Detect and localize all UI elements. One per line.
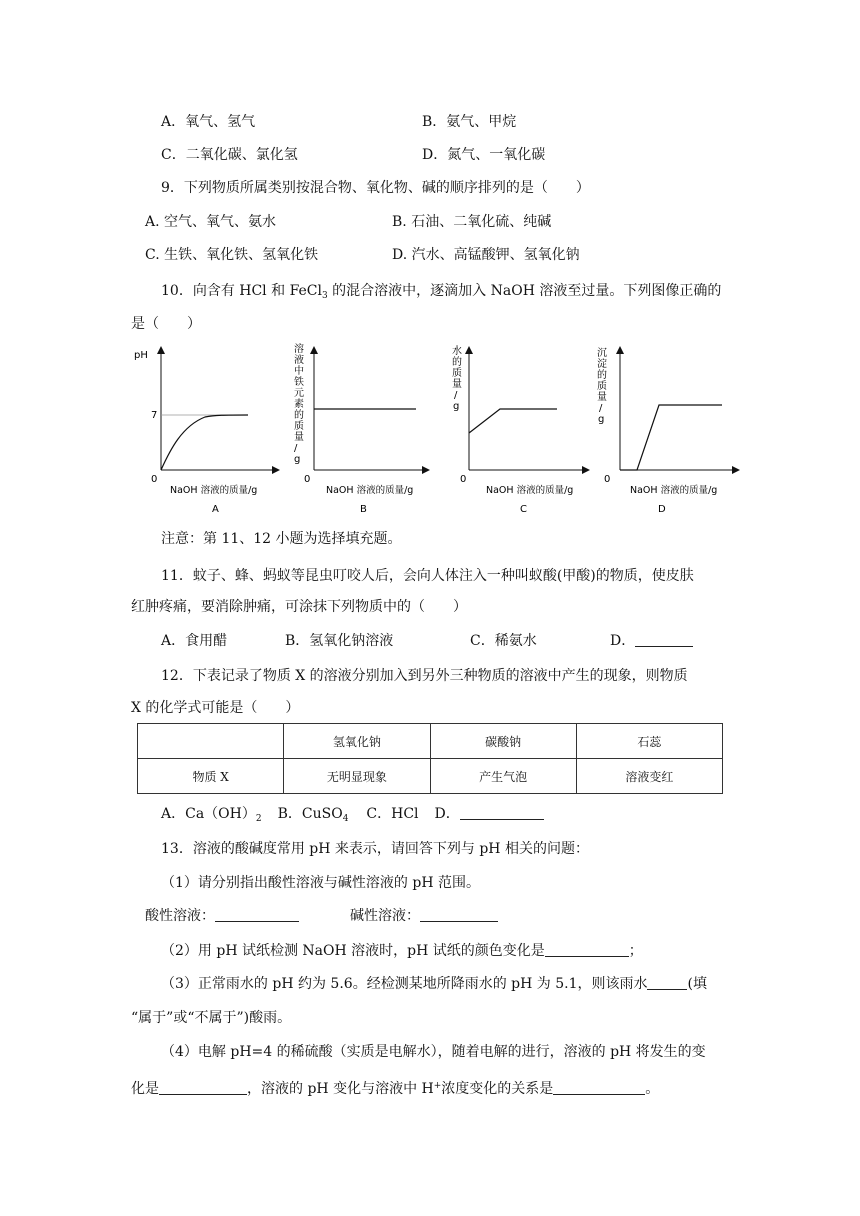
q8-option-d: D．氮气、一氧化碳: [422, 147, 546, 163]
graph-c-y-label: 水的质量/ g: [452, 346, 462, 412]
graph-d-y-label: 沉淀的质量/ g: [597, 348, 607, 425]
graph-c: [440, 342, 590, 517]
q12-stem-line1: 12．下表记录了物质 X 的溶液分别加入到另外三种物质的溶液中产生的现象，则物质: [161, 668, 688, 684]
q12-answer-blank[interactable]: [460, 805, 544, 820]
graph-a-letter: A: [212, 504, 219, 515]
q11-option-c: C．稀氨水: [470, 633, 537, 649]
q11-stem-line2: 红肿疼痛，要消除肿痛，可涂抹下列物质中的（ ）: [131, 599, 467, 615]
q13-part2: （2）用 pH 试纸检测 NaOH 溶液时，pH 试纸的颜色变化是 ；: [161, 943, 643, 959]
graph-d-x-label: NaOH 溶液的质量/g: [630, 485, 718, 496]
q8-option-a: A．氧气、氢气: [161, 114, 256, 130]
q13-part3: （3）正常雨水的 pH 约为 5.6。经检测某地所降雨水的 pH 为 5.1，则该雨水 (填: [161, 976, 707, 992]
q13-part4-line2: 化是 ，溶液的 pH 变化与溶液中 H+浓度变化的关系是 。: [131, 1081, 660, 1097]
graph-a-curve: [161, 415, 248, 470]
table-row: [138, 759, 723, 794]
q9-option-c: C. 生铁、氧化铁、氢氧化铁: [145, 247, 319, 263]
q13-part3-line2: “属于”或“不属于”)酸雨。: [131, 1010, 292, 1026]
graph-d: [590, 342, 740, 517]
q10-stem: 10．向含有 HCl 和 FeCl$_3$ 的混合溶液中，逐滴加入 NaOH 溶液至过量。下列图像正确的: [161, 283, 722, 301]
table-cell: 溶液变红: [576, 759, 722, 794]
graph-b-x-label: NaOH 溶液的质量/g: [326, 485, 414, 496]
q11-option-b: B．氢氧化钠溶液: [285, 633, 394, 649]
graph-c-letter: C: [520, 504, 527, 515]
graph-a-tick-7: 7: [151, 410, 158, 421]
graph-c-origin: 0: [460, 474, 467, 485]
table-header-row: [138, 724, 723, 759]
q13-part1: （1）请分别指出酸性溶液与碱性溶液的 pH 范围。: [161, 875, 480, 891]
graph-b: [280, 342, 430, 517]
q8-option-c: C．二氧化碳、氯化氢: [161, 147, 298, 163]
q11-answer-blank[interactable]: [635, 632, 693, 647]
graph-b-y-label: 溶液中铁元素的质量/ g: [294, 344, 304, 465]
q12-stem-line2: X 的化学式可能是（ ）: [131, 700, 300, 716]
graph-c-x-label: NaOH 溶液的质量/g: [486, 485, 574, 496]
q9-stem: 9．下列物质所属类别按混合物、氧化物、碱的顺序排列的是（ ）: [161, 180, 590, 196]
q11-option-a: A．食用醋: [161, 633, 228, 649]
q12-options: [161, 805, 544, 828]
q13-stem: 13．溶液的酸碱度常用 pH 来表示，请回答下列与 pH 相关的问题：: [161, 841, 589, 857]
q9-option-d: D. 汽水、高锰酸钾、氢氧化钠: [392, 247, 580, 263]
graph-d-letter: D: [658, 504, 666, 515]
note: 注意：第 11、12 小题为选择填充题。: [161, 531, 402, 547]
table-cell: 石蕊: [576, 724, 722, 759]
graph-d-origin: 0: [604, 474, 611, 485]
q12-option-d: D．: [435, 806, 544, 822]
q13-part1-base: 碱性溶液：: [350, 907, 498, 925]
table-cell: 氢氧化钠: [284, 724, 430, 759]
graph-a-y-label: pH: [134, 350, 148, 361]
graph-a: [130, 342, 280, 517]
q12-option-c: C．HCl: [366, 806, 419, 822]
q11-stem-line1: 11．蚊子、蜂、蚂蚁等昆虫叮咬人后，会向人体注入一种叫蚁酸(甲酸)的物质，使皮肤: [161, 568, 694, 584]
graph-b-origin: 0: [304, 474, 311, 485]
q10-stem-line2: 是（ ）: [131, 316, 201, 332]
q12-option-b: B．CuSO$_4$: [277, 806, 349, 824]
q12-table: [137, 723, 723, 794]
graph-b-letter: B: [360, 504, 367, 515]
graph-a-x-label: NaOH 溶液的质量/g: [170, 485, 258, 496]
graph-c-line: [469, 409, 557, 433]
acid-range-blank[interactable]: [215, 907, 299, 922]
q9-option-b: B. 石油、二氧化硫、纯碱: [392, 214, 552, 230]
q8-option-b: B．氨气、甲烷: [422, 114, 517, 130]
table-cell: 碳酸钠: [430, 724, 576, 759]
acid-rain-blank[interactable]: [647, 975, 687, 990]
q11-option-d: D．: [610, 632, 693, 650]
graph-d-line: [620, 405, 722, 470]
q12-option-a: A．$Ca(OH)_2$: [161, 806, 262, 824]
ph-change-blank[interactable]: [159, 1080, 247, 1095]
table-cell: 无明显现象: [284, 759, 430, 794]
q13-part1-acid: 酸性溶液：: [145, 907, 299, 925]
h-concentration-blank[interactable]: [553, 1080, 645, 1095]
table-cell: 物质 X: [138, 759, 284, 794]
graph-a-origin: 0: [151, 474, 158, 485]
table-cell: [138, 724, 284, 759]
base-range-blank[interactable]: [420, 907, 498, 922]
color-change-blank[interactable]: [545, 942, 629, 957]
q13-part4-line1: （4）电解 pH=4 的稀硫酸（实质是电解水），随着电解的进行，溶液的 pH 将发生的变: [161, 1044, 706, 1060]
table-cell: 产生气泡: [430, 759, 576, 794]
q9-option-a: A. 空气、氧气、氨水: [145, 214, 277, 230]
